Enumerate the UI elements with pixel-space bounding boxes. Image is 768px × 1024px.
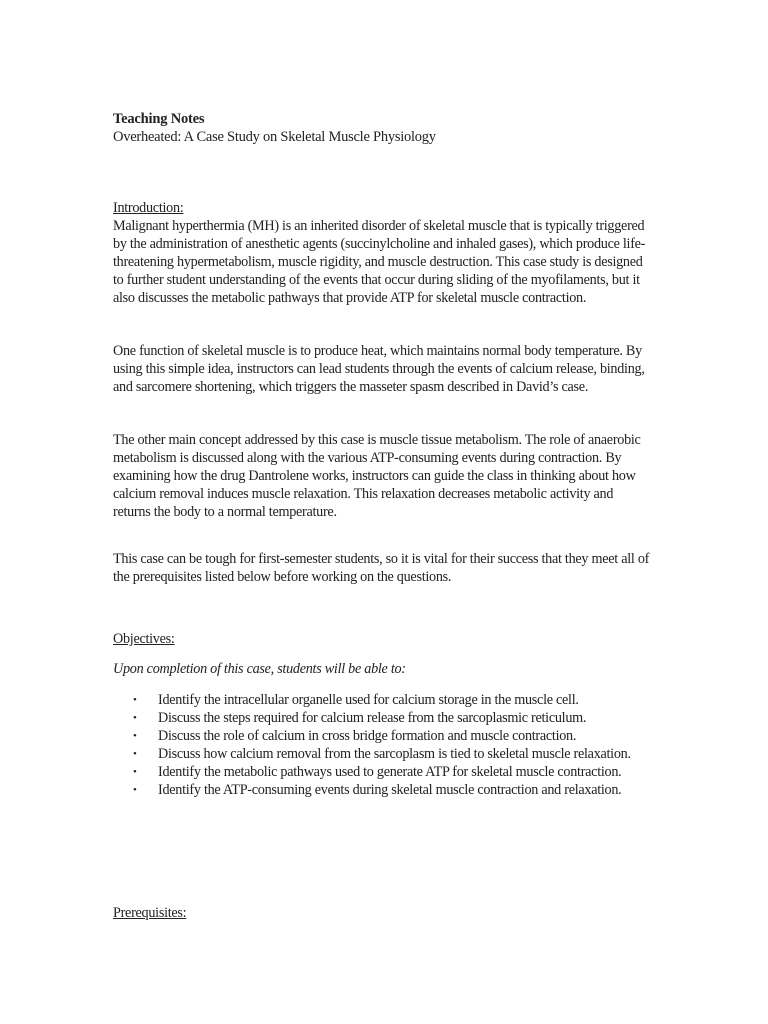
objectives-intro-block [113, 660, 653, 678]
list-item [113, 691, 633, 709]
bullet-icon: • [133, 694, 137, 706]
prerequisites-heading: Prerequisites: [113, 905, 187, 921]
intro-paragraph-2-block [113, 342, 653, 396]
bullet-icon: • [133, 712, 137, 725]
list-item [113, 727, 633, 745]
intro-paragraph-3-block [113, 431, 653, 521]
objective-text: Discuss the steps required for calcium release from the sarcoplasmic reticulum. [158, 710, 587, 727]
objectives-list [113, 691, 633, 800]
list-item [113, 745, 633, 763]
intro-paragraph-1: Malignant hyperthermia (MH) is an inherited disorder of skeletal muscle that is typically triggered by the administration of anesthetic agents (succinylcholine and inhaled gases), which produce life-threatening hypermetabolism, muscle rigidity, and muscle destruction. This case study is designed to further student understanding of the events that occur during sliding of the myofilaments, but it also discusses the metabolic pathways that provide ATP for skeletal muscle contraction. [113, 218, 646, 307]
objective-text: Identify the intracellular organelle used for calcium storage in the muscle cell. [158, 692, 579, 708]
prerequisites-heading-block [113, 904, 653, 922]
objectives-intro: Upon completion of this case, students will be able to: [113, 661, 406, 677]
intro-paragraph-4-block [113, 550, 653, 586]
objectives-heading: Objectives: [113, 631, 175, 647]
list-item [113, 763, 633, 781]
objective-text: Identify the metabolic pathways used to generate ATP for skeletal muscle contraction. [158, 764, 622, 781]
objective-text: Discuss how calcium removal from the sarcoplasm is tied to skeletal muscle relaxation. [158, 746, 631, 763]
intro-paragraph-3: The other main concept addressed by this case is muscle tissue metabolism. The role of anaerobic metabolism is discussed along with the various ATP-consuming events during contraction. By examining how the drug Dantrolene works, instructors can guide the class in thinking about how calcium removal induces muscle relaxation. This relaxation decreases metabolic activity and returns the body to a normal temperature. [113, 432, 641, 521]
bullet-icon: • [133, 730, 137, 743]
bullet-icon: • [133, 784, 137, 797]
intro-paragraph-2: One function of skeletal muscle is to produce heat, which maintains normal body temperature. By using this simple idea, instructors can lead students through the events of calcium release, binding, and sarcomere shortening, which triggers the masseter spasm described in David’s case. [113, 343, 645, 396]
bullet-icon: • [133, 766, 137, 779]
list-item [113, 781, 633, 799]
objective-text: Discuss the role of calcium in cross bridge formation and muscle contraction. [158, 728, 577, 745]
document-title: Teaching Notes [113, 111, 205, 127]
document-subtitle: Overheated: A Case Study on Skeletal Muscle Physiology [113, 129, 436, 145]
objectives-heading-block [113, 630, 653, 648]
introduction-heading: Introduction: [113, 200, 184, 216]
list-item [113, 709, 633, 727]
introduction-section [113, 199, 653, 308]
bullet-icon: • [133, 748, 137, 761]
objective-text: Identify the ATP-consuming events during skeletal muscle contraction and relaxation. [158, 782, 622, 799]
intro-paragraph-4: This case can be tough for first-semester students, so it is vital for their success that they meet all of the prerequisites listed below before working on the questions. [113, 551, 650, 586]
